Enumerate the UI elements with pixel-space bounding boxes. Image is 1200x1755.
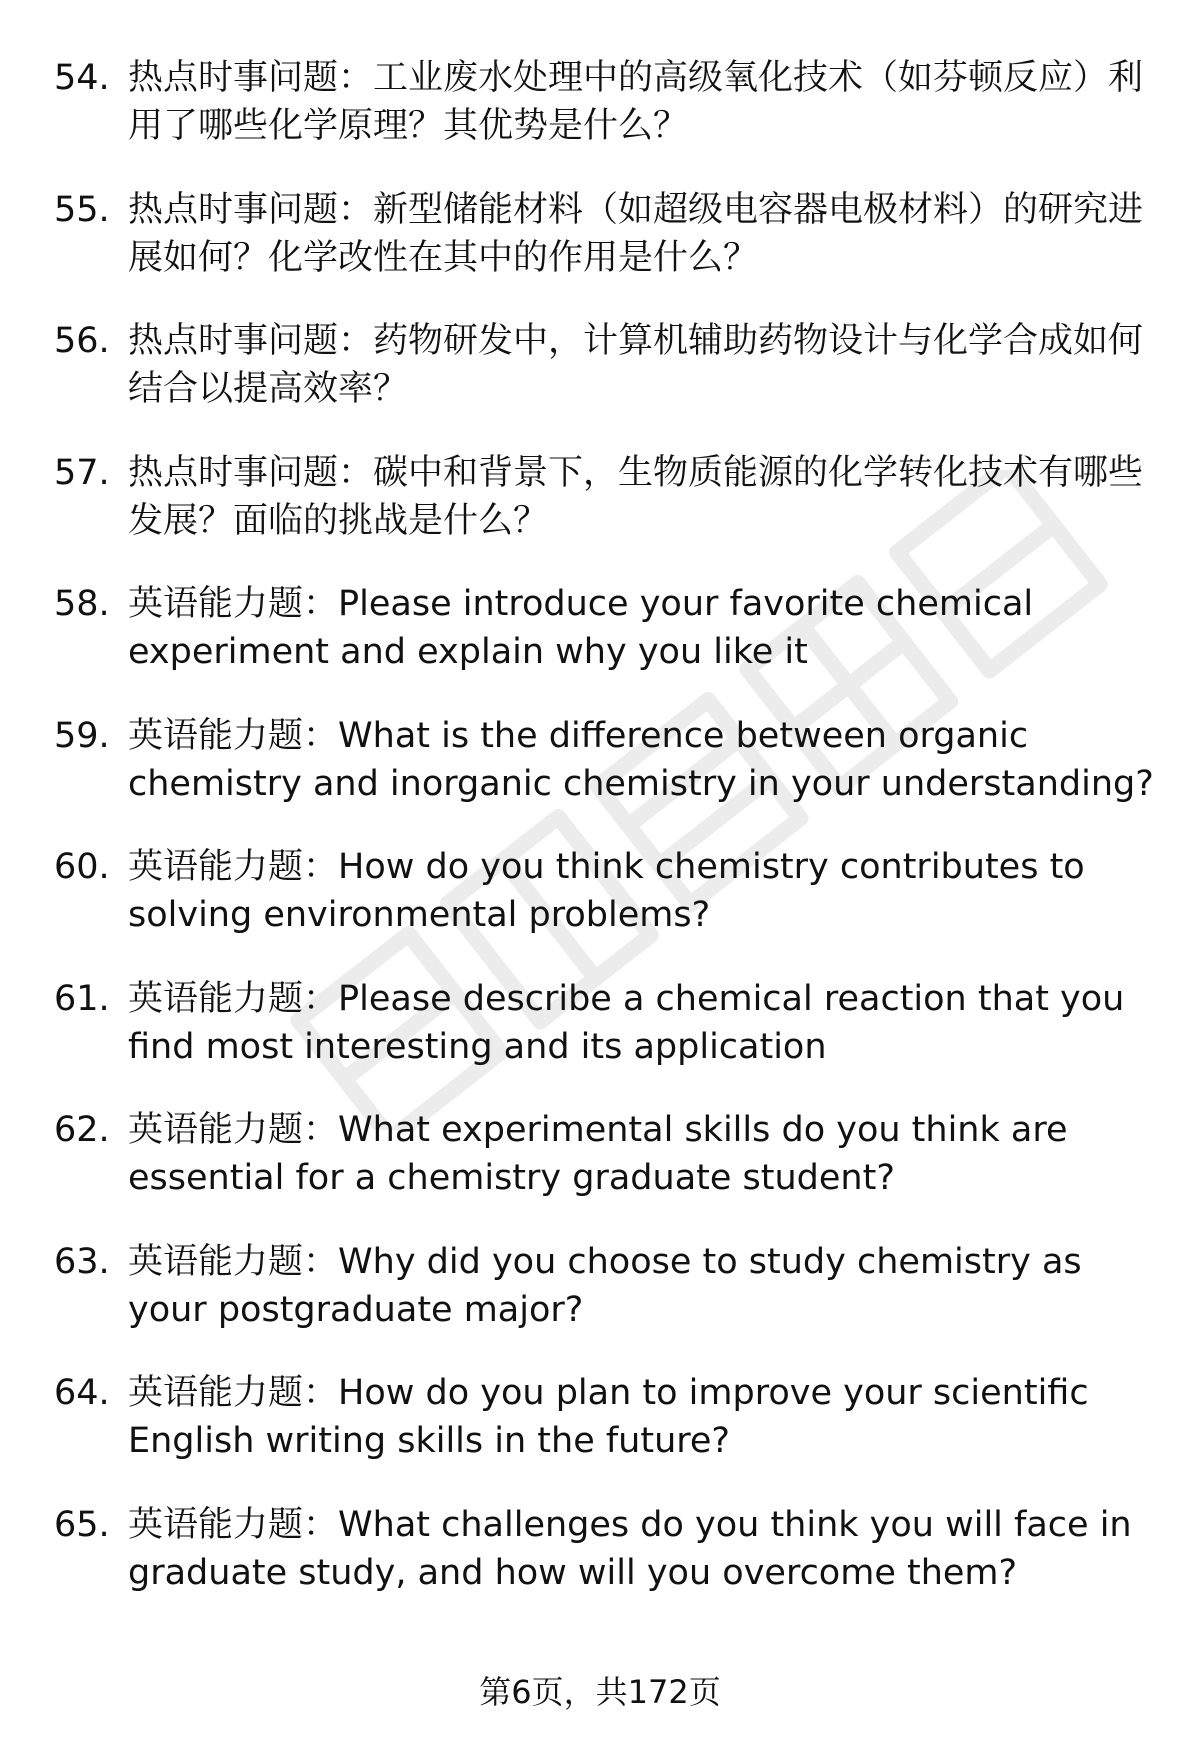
list-item (0, 1106, 1200, 1238)
question-number: 55. (54, 189, 110, 230)
question-body: 工业废水处理中的高级氧化技术（如芬顿反应）利用了哪些化学原理？其优势是什么？ (128, 58, 1144, 146)
question-separator: ： (303, 715, 339, 756)
question-number: 61. (54, 978, 110, 1019)
question-text (128, 449, 1158, 545)
list-item (0, 54, 1200, 186)
question-separator: ： (303, 847, 339, 887)
question-number: 54. (54, 58, 110, 98)
question-separator: ： (303, 584, 339, 624)
question-body: Please describe a chemical reaction that you find most interesting and its application (128, 978, 1125, 1067)
question-number: 60. (54, 847, 110, 887)
list-item (0, 449, 1200, 581)
question-text (128, 54, 1158, 150)
question-body: Please introduce your favorite chemical experiment and explain why you like it (128, 584, 1034, 672)
question-separator: ： (303, 1110, 339, 1150)
question-number: 56. (54, 321, 110, 361)
question-category: 英语能力题 (128, 1373, 304, 1413)
list-item (0, 317, 1200, 449)
page-number-label: 第6页，共172页 (479, 1673, 721, 1711)
question-number: 59. (54, 715, 110, 756)
page-footer (0, 1670, 1200, 1714)
list-item (0, 975, 1200, 1107)
question-text (128, 1106, 1158, 1202)
question-text (128, 317, 1158, 413)
question-category: 热点时事问题 (128, 452, 339, 493)
question-body: Why did you choose to study chemistry as your postgraduate major? (128, 1241, 1082, 1330)
question-text (128, 580, 1158, 676)
question-category: 热点时事问题 (128, 321, 339, 361)
list-item (0, 1501, 1200, 1633)
question-category: 英语能力题 (128, 715, 304, 756)
question-category: 热点时事问题 (128, 189, 339, 230)
question-separator: ： (338, 189, 374, 230)
question-text (128, 1238, 1158, 1334)
question-number: 63. (54, 1241, 110, 1282)
question-number: 62. (54, 1110, 110, 1150)
question-category: 英语能力题 (128, 1241, 304, 1282)
question-body: What is the difference between organic chemistry and inorganic chemistry in your understanding? (128, 715, 1154, 804)
question-number: 65. (54, 1504, 110, 1545)
list-item (0, 1369, 1200, 1501)
question-separator: ： (303, 1504, 339, 1545)
question-body: 碳中和背景下，生物质能源的化学转化技术有哪些发展？面临的挑战是什么？ (128, 452, 1144, 541)
list-item (0, 1238, 1200, 1370)
question-text (128, 712, 1158, 808)
question-text (128, 186, 1158, 282)
question-body: What challenges do you think you will face in graduate study, and how will you overcome them? (128, 1504, 1132, 1593)
question-body: How do you think chemistry contributes to solving environmental problems? (128, 847, 1085, 935)
question-category: 英语能力题 (128, 847, 304, 887)
question-category: 英语能力题 (128, 978, 304, 1019)
question-text (128, 1501, 1158, 1597)
question-body: 药物研发中，计算机辅助药物设计与化学合成如何结合以提高效率？ (128, 321, 1144, 409)
question-number: 57. (54, 452, 110, 493)
question-body: 新型储能材料（如超级电容器电极材料）的研究进展如何？化学改性在其中的作用是什么？ (128, 189, 1144, 278)
question-separator: ： (338, 452, 374, 493)
question-number: 58. (54, 584, 110, 624)
question-separator: ： (338, 321, 374, 361)
question-category: 热点时事问题 (128, 58, 339, 98)
question-list (0, 54, 1200, 1632)
question-separator: ： (303, 1241, 339, 1282)
question-category: 英语能力题 (128, 584, 304, 624)
question-text (128, 975, 1158, 1071)
question-text (128, 843, 1158, 939)
list-item (0, 843, 1200, 975)
question-text (128, 1369, 1158, 1465)
question-category: 英语能力题 (128, 1504, 304, 1545)
list-item (0, 186, 1200, 318)
question-separator: ： (303, 978, 339, 1019)
question-number: 64. (54, 1373, 110, 1413)
question-category: 英语能力题 (128, 1110, 304, 1150)
question-separator: ： (303, 1373, 339, 1413)
question-body: How do you plan to improve your scientific English writing skills in the future? (128, 1373, 1089, 1461)
list-item (0, 712, 1200, 844)
question-body: What experimental skills do you think are essential for a chemistry graduate student? (128, 1110, 1068, 1198)
list-item (0, 580, 1200, 712)
question-separator: ： (338, 58, 374, 98)
